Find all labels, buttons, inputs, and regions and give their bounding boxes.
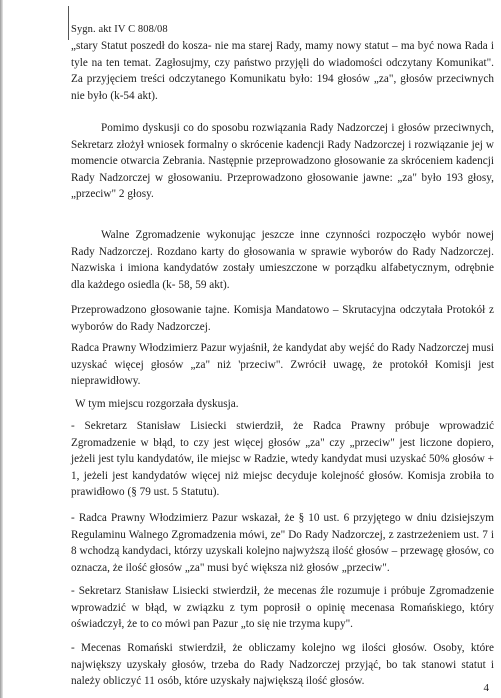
paragraph-8: - Radca Prawny Włodzimierz Pazur wskazał, że § 10 ust. 6 przyjętego w dniu dzisiejszym Regulaminu Walnego Zgromadzenia mówi, ze" Do Rady Nadzorczej, z zastrzeżeniem ust. 7 i 8 wchodzą kandydaci, którzy uzyskali kolejno najwyższą ilość głosów – przewagę głosów, co oznacza, że ilość głosów „za" musi być większa niż głosów „przeciw".: [71, 512, 494, 574]
paragraph-4: Przeprowadzono głosowanie tajne. Komisja Mandatowo – Skrutacyjna odczytała Protokół z wyborów do Rady Nadzorczej.: [71, 304, 494, 333]
paragraph-3: Walne Zgromadzenie wykonując jeszcze inne czynności rozpoczęło wybór nowej Rady Nadzorczej. Rozdano karty do głosowania w sprawie wyborów do Rady Nadzorczej. Nazwiska i imiona kandydatów zostały umieszczone w porządku alfabetycznym, odrębnie dla każdego osiedla (k- 58, 59 akt).: [71, 229, 494, 291]
paragraph-10: - Mecenas Romański stwierdził, że obliczamy kolejno wg ilości głosów. Osoby, które największy uzyskały głosów, trzeba do Rady Nadzorczej przyjąć, bo tak stanowi statut i należy obliczyć 11 osób, które uzyskały największą ilość głosów.: [71, 642, 494, 687]
paragraph-6: W tym miejscu rozgorzała dyskusja.: [75, 398, 239, 410]
margin-rule: [68, 6, 69, 40]
paragraph-1: „stary Statut poszedł do kosza- nie ma starej Rady, mamy nowy statut – ma być nowa Rada i tyle na ten temat. Zagłosujmy, czy państwo przyjęli do wiadomości odczytany Komunikat". Za przyjęciem treści odczytanego Komunikatu było: 194 głosów „za", głosów przeciwnych nie było (k-54 akt).: [71, 40, 494, 102]
paragraph-7: - Sekretarz Stanisław Lisiecki stwierdził, że Radca Prawny próbuje wprowadzić Zgromadzenie w błąd, to czy jest więcej głosów „za" czy „przeciw" jest liczone dopiero, jeżeli jest tylu kandydatów, ile miejsc w Radzie, wtedy kandydat musi uzyskać 50% głosów + 1, jeżeli jest kandydatów więcej niż miejsc decyduje kolejność głosów. Komisja zrobiła to prawidłowo (§ 79 ust. 5 Statutu).: [71, 420, 494, 498]
paragraph-5: Radca Prawny Włodzimierz Pazur wyjaśnił, że kandydat aby wejść do Rady Nadzorczej musi uzyskać więcej głosów „za" niż 'przeciw". Zwrócił uwagę, że protokół Komisji jest nieprawidłowy.: [71, 342, 494, 387]
paragraph-9: - Sekretarz Stanisław Lisiecki stwierdził, że mecenas źle rozumuje i próbuje Zgromadzenie wprowadzić w błąd, w związku z tym poprosił o opinię mecenasa Romańskiego, który oświadczył, że to co mówi pan Pazur „to się nie trzyma kupy".: [71, 585, 494, 630]
page-number: 4: [483, 682, 489, 694]
paragraph-2: Pomimo dyskusji co do sposobu rozwiązania Rady Nadzorczej i głosów przeciwnych, Sekretarz złożył wniosek formalny o skrócenie kadencji Rady Nadzorczej i rozwiązanie jej w momencie otwarcia Zebrania. Następnie przeprowadzono głosowanie za skróceniem kadencji Rady Nadzorczej w głosowaniu. Przeprowadzono głosowanie jawne: „za" było 193 głosy, „przeciw" 2 głosy.: [71, 122, 494, 200]
case-reference: Sygn. akt IV C 808/08: [71, 24, 168, 35]
scan-edge: [0, 0, 3, 698]
